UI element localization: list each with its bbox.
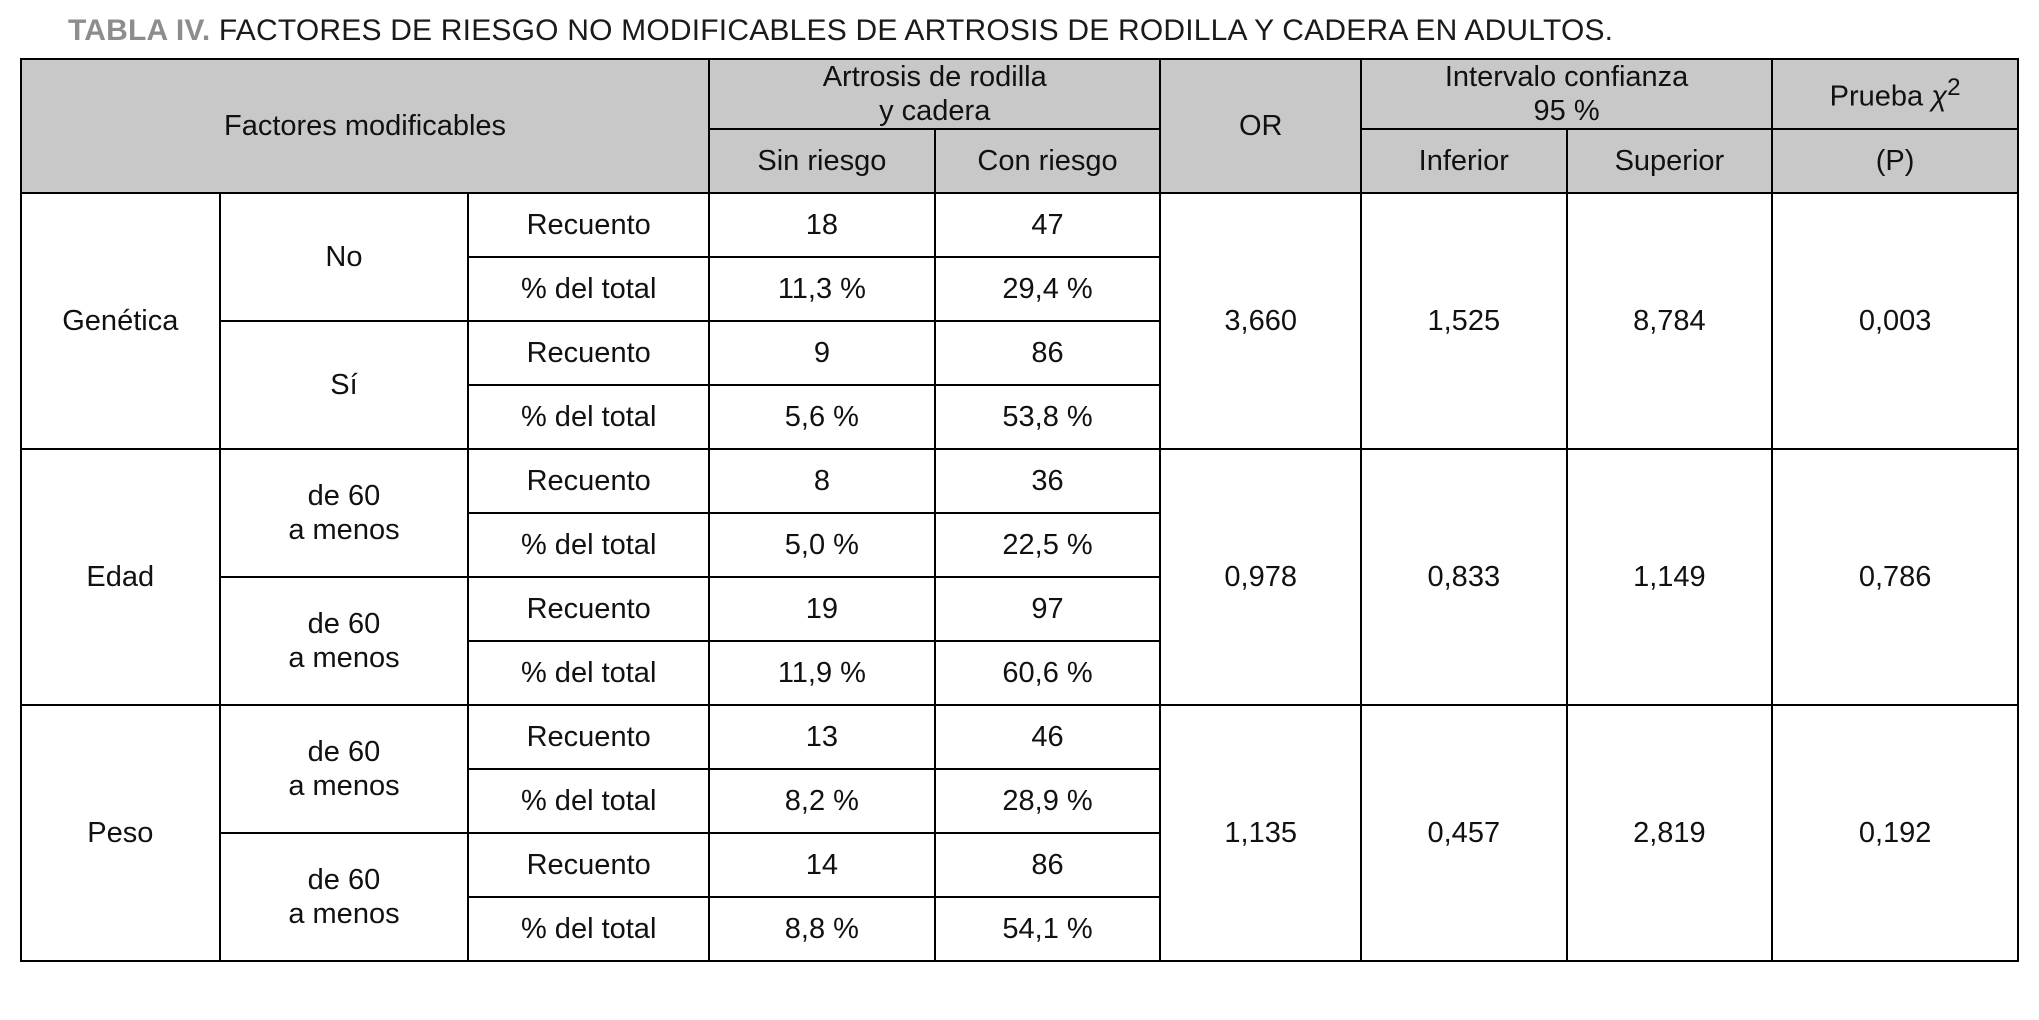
- value-sin-riesgo: 8,8 %: [709, 897, 935, 961]
- chi-symbol: χ: [1931, 81, 1948, 114]
- value-or: 1,135: [1160, 705, 1361, 961]
- header-sin-riesgo: Sin riesgo: [709, 129, 935, 193]
- factor-label: Genética: [21, 193, 220, 449]
- risk-factors-table: [20, 58, 2019, 962]
- header-ci-inferior: Inferior: [1361, 129, 1567, 193]
- value-con-riesgo: 53,8 %: [935, 385, 1161, 449]
- table-number-label: TABLA IV.: [68, 14, 211, 47]
- header-p-value: [1772, 129, 2018, 193]
- value-ci-superior: 8,784: [1567, 193, 1773, 449]
- value-con-riesgo: 28,9 %: [935, 769, 1161, 833]
- factor-label: Edad: [21, 449, 220, 705]
- table-header-row-1: [21, 59, 2018, 129]
- metric-label: Recuento: [468, 321, 709, 385]
- metric-label: Recuento: [468, 193, 709, 257]
- metric-label: % del total: [468, 897, 709, 961]
- level-label-line2: a menos: [288, 514, 400, 547]
- value-ci-inferior: 0,833: [1361, 449, 1567, 705]
- value-con-riesgo: 29,4 %: [935, 257, 1161, 321]
- header-artrosis-line2: y cadera: [879, 95, 991, 128]
- level-label: [220, 193, 469, 321]
- value-con-riesgo: 54,1 %: [935, 897, 1161, 961]
- level-label: [220, 321, 469, 449]
- header-factores: Factores modificables: [21, 59, 709, 193]
- level-label-line2: a menos: [288, 642, 400, 675]
- value-con-riesgo: 22,5 %: [935, 513, 1161, 577]
- metric-label: Recuento: [468, 577, 709, 641]
- level-label-line1: de 60: [307, 608, 381, 641]
- chi-exponent: 2: [1947, 74, 1961, 102]
- value-con-riesgo: 86: [935, 321, 1161, 385]
- value-or: 0,978: [1160, 449, 1361, 705]
- table-caption-text: FACTORES DE RIESGO NO MODIFICABLES DE ARTROSIS DE RODILLA Y CADERA EN ADULTOS.: [210, 14, 1614, 47]
- level-label-line1: Sí: [330, 369, 358, 402]
- value-sin-riesgo: 8,2 %: [709, 769, 935, 833]
- value-ci-superior: 1,149: [1567, 449, 1773, 705]
- value-sin-riesgo: 11,9 %: [709, 641, 935, 705]
- level-label: [220, 577, 469, 705]
- value-con-riesgo: 60,6 %: [935, 641, 1161, 705]
- header-prueba-chi: [1772, 59, 2018, 129]
- header-ci-superior: Superior: [1567, 129, 1773, 193]
- level-label-line1: de 60: [307, 864, 381, 897]
- metric-label: Recuento: [468, 449, 709, 513]
- table-caption: [68, 14, 2019, 48]
- value-sin-riesgo: 19: [709, 577, 935, 641]
- level-label: [220, 449, 469, 577]
- value-sin-riesgo: 9: [709, 321, 935, 385]
- table-row: [21, 449, 2018, 513]
- header-artrosis-line1: Artrosis de rodilla: [822, 61, 1047, 93]
- header-ci-line2: 95 %: [1533, 95, 1600, 128]
- value-p: 0,003: [1772, 193, 2018, 449]
- header-or: OR: [1160, 59, 1361, 193]
- value-ci-superior: 2,819: [1567, 705, 1773, 961]
- level-label-line1: No: [325, 241, 363, 274]
- metric-label: Recuento: [468, 705, 709, 769]
- table-row: [21, 705, 2018, 769]
- metric-label: % del total: [468, 513, 709, 577]
- header-ci-line1: Intervalo confianza: [1444, 61, 1689, 93]
- value-sin-riesgo: 8: [709, 449, 935, 513]
- header-p-value-label: (P): [1875, 144, 1915, 177]
- metric-label: % del total: [468, 385, 709, 449]
- value-sin-riesgo: 5,0 %: [709, 513, 935, 577]
- level-label-line1: de 60: [307, 480, 381, 513]
- value-con-riesgo: 86: [935, 833, 1161, 897]
- value-sin-riesgo: 5,6 %: [709, 385, 935, 449]
- table-row: [21, 193, 2018, 257]
- value-con-riesgo: 36: [935, 449, 1161, 513]
- value-con-riesgo: 97: [935, 577, 1161, 641]
- level-label-line1: de 60: [307, 736, 381, 769]
- value-ci-inferior: 0,457: [1361, 705, 1567, 961]
- value-sin-riesgo: 13: [709, 705, 935, 769]
- metric-label: % del total: [468, 769, 709, 833]
- value-p: 0,192: [1772, 705, 2018, 961]
- value-ci-inferior: 1,525: [1361, 193, 1567, 449]
- level-label-line2: a menos: [288, 770, 400, 803]
- header-prueba-label: Prueba: [1829, 81, 1924, 114]
- header-con-riesgo: Con riesgo: [935, 129, 1161, 193]
- level-label: [220, 833, 469, 961]
- level-label-line2: a menos: [288, 898, 400, 931]
- metric-label: Recuento: [468, 833, 709, 897]
- value-sin-riesgo: 18: [709, 193, 935, 257]
- value-p: 0,786: [1772, 449, 2018, 705]
- level-label: [220, 705, 469, 833]
- value-sin-riesgo: 11,3 %: [709, 257, 935, 321]
- header-artrosis-group: [709, 59, 1160, 129]
- value-or: 3,660: [1160, 193, 1361, 449]
- value-sin-riesgo: 14: [709, 833, 935, 897]
- metric-label: % del total: [468, 641, 709, 705]
- header-intervalo-confianza: [1361, 59, 1772, 129]
- value-con-riesgo: 47: [935, 193, 1161, 257]
- value-con-riesgo: 46: [935, 705, 1161, 769]
- metric-label: % del total: [468, 257, 709, 321]
- factor-label: Peso: [21, 705, 220, 961]
